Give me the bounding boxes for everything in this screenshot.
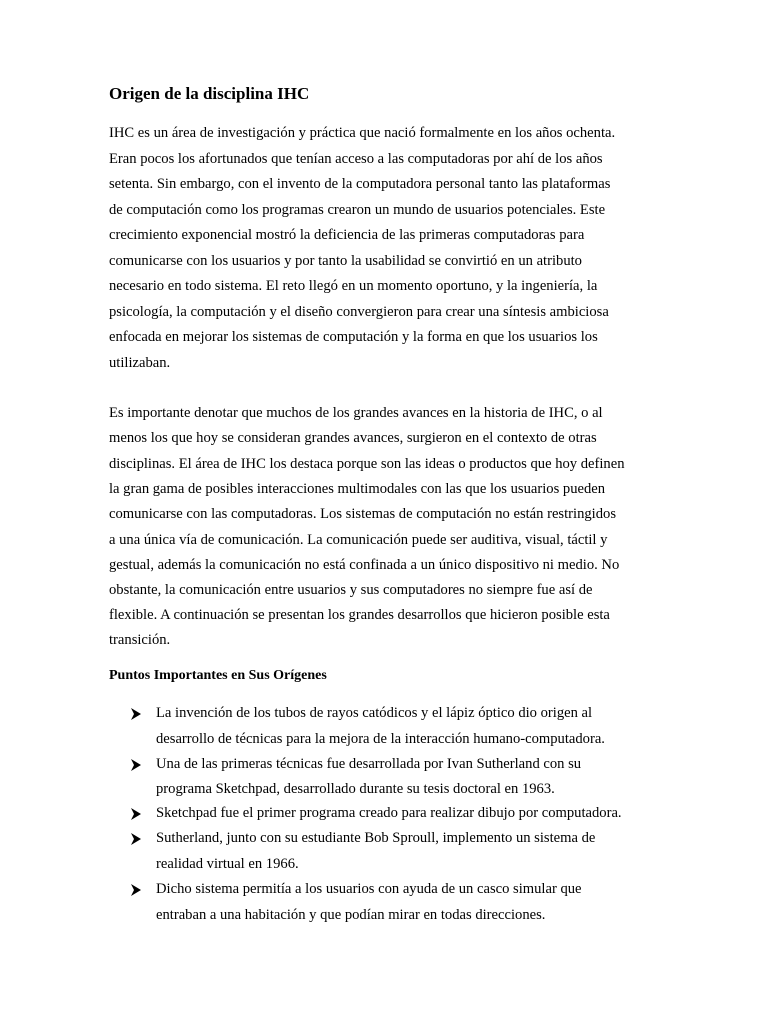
bullet-line: Dicho sistema permitía a los usuarios con ayuda de un casco simular que bbox=[156, 881, 582, 897]
arrowhead-bullet-icon bbox=[129, 807, 143, 821]
arrowhead-bullet-icon bbox=[129, 883, 143, 897]
paragraph-1-line: Eran pocos los afortunados que tenían acceso a las computadoras por ahí de los años bbox=[109, 151, 603, 167]
paragraph-2-line: obstante, la comunicación entre usuarios y sus computadores no siempre fue así de bbox=[109, 582, 593, 598]
paragraph-1-line: comunicarse con los usuarios y por tanto la usabilidad se convirtió en un atributo bbox=[109, 253, 582, 269]
paragraph-2-line: Es importante denotar que muchos de los grandes avances en la historia de IHC, o al bbox=[109, 405, 603, 421]
arrowhead-bullet-icon bbox=[129, 758, 143, 772]
paragraph-1-line: crecimiento exponencial mostró la deficiencia de las primeras computadoras para bbox=[109, 227, 585, 243]
paragraph-2-line: menos los que hoy se consideran grandes avances, surgieron en el contexto de otras bbox=[109, 430, 597, 446]
bullet-line: Una de las primeras técnicas fue desarrollada por Ivan Sutherland con su bbox=[156, 756, 582, 772]
paragraph-2-line: disciplinas. El área de IHC los destaca porque son las ideas o productos que hoy definen bbox=[109, 456, 625, 472]
bullet-line: programa Sketchpad, desarrollado durante su tesis doctoral en 1963. bbox=[156, 781, 555, 797]
bullet-line: Sutherland, junto con su estudiante Bob Sproull, implemento un sistema de bbox=[156, 830, 596, 846]
bullet-line: realidad virtual en 1966. bbox=[156, 856, 299, 872]
paragraph-1-line: de computación como los programas crearon un mundo de usuarios potenciales. Este bbox=[109, 202, 606, 218]
paragraph-1-line: setenta. Sin embargo, con el invento de la computadora personal tanto las plataformas bbox=[109, 176, 611, 192]
paragraph-2-line: flexible. A continuación se presentan los grandes desarrollos que hicieron posible esta bbox=[109, 607, 610, 623]
bullet-line: Sketchpad fue el primer programa creado para realizar dibujo por computadora. bbox=[156, 805, 622, 821]
paragraph-1-line: enfocada en mejorar los sistemas de computación y la forma en que los usuarios los bbox=[109, 329, 598, 345]
bullet-line: La invención de los tubos de rayos catódicos y el lápiz óptico dio origen al bbox=[156, 705, 593, 721]
paragraph-2-line: gestual, además la comunicación no está confinada a un único dispositivo ni medio. No bbox=[109, 557, 620, 573]
arrowhead-bullet-icon bbox=[129, 707, 143, 721]
paragraph-1-line: IHC es un área de investigación y práctica que nació formalmente en los años ochenta. bbox=[109, 125, 616, 141]
paragraph-2-line: la gran gama de posibles interacciones multimodales con las que los usuarios pueden bbox=[109, 481, 606, 497]
arrowhead-bullet-icon bbox=[129, 832, 143, 846]
paragraph-1-line: psicología, la computación y el diseño convergieron para crear una síntesis ambiciosa bbox=[109, 304, 609, 320]
paragraph-2-line: transición. bbox=[109, 632, 171, 648]
paragraph-1-line: utilizaban. bbox=[109, 355, 171, 371]
paragraph-2-line: comunicarse con las computadoras. Los sistemas de computación no están restringidos bbox=[109, 506, 617, 522]
bullet-line: entraban a una habitación y que podían mirar en todas direcciones. bbox=[156, 907, 546, 923]
section-subtitle: Puntos Importantes en Sus Orígenes bbox=[109, 668, 327, 683]
paragraph-2-line: a una única vía de comunicación. La comunicación puede ser auditiva, visual, táctil y bbox=[109, 532, 608, 548]
bullet-line: desarrollo de técnicas para la mejora de la interacción humano-computadora. bbox=[156, 731, 605, 747]
paragraph-1-line: necesario en todo sistema. El reto llegó en un momento oportuno, y la ingeniería, la bbox=[109, 278, 598, 294]
page-title: Origen de la disciplina IHC bbox=[109, 84, 310, 103]
